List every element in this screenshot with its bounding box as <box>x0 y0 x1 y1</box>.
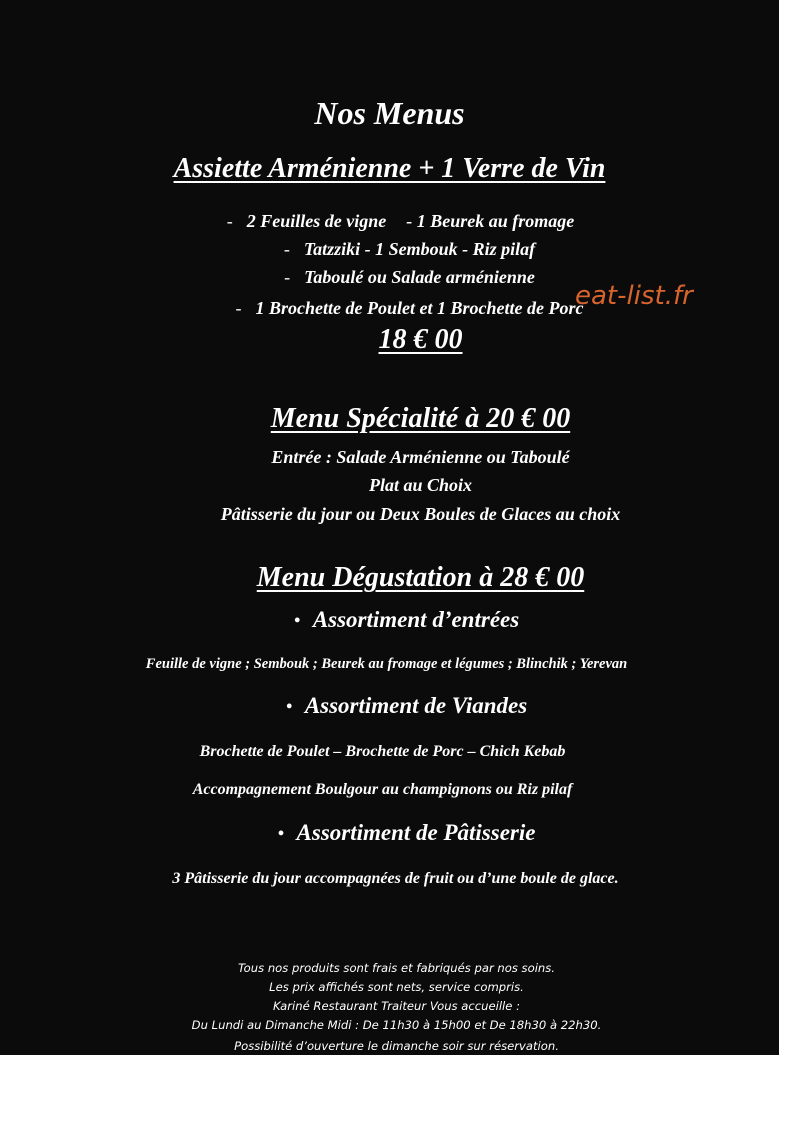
dash: - <box>284 267 291 287</box>
menu1-heading: Assiette Arménienne + 1 Verre de Vin <box>173 153 606 184</box>
bullet: • <box>285 696 293 718</box>
menu3-section2-detail1: Brochette de Poulet – Brochette de Porc – Chich Kebab <box>199 743 566 760</box>
menu2-line1: Entrée : Salade Arménienne ou Taboulé <box>271 447 570 467</box>
dash: - <box>226 211 233 231</box>
dash: - <box>283 239 290 259</box>
menu3-section1 <box>0 607 779 633</box>
menu3-section3-title: Assortiment de Pâtisserie <box>296 820 536 845</box>
menu1-line1 <box>0 211 779 232</box>
bullet: • <box>277 823 285 845</box>
menu2-line2: Plat au Choix <box>368 475 473 495</box>
menu3-section3-detail: 3 Pâtisserie du jour accompagnées de fruit ou d’une boule de glace. <box>172 870 619 887</box>
menu1-line1b: - 1 Beurek au fromage <box>406 211 575 231</box>
menu3-heading: Menu Dégustation à 28 € 00 <box>256 562 585 593</box>
footer-line2: Les prix affichés sont nets, service compris. <box>269 980 524 994</box>
menu1-line2 <box>0 239 779 260</box>
footer-line1: Tous nos produits sont frais et fabriqués par nos soins. <box>238 961 555 975</box>
menu3-section1-title: Assortiment d’entrées <box>312 607 520 632</box>
page-title: Nos Menus <box>314 95 465 131</box>
menu3-section1-detail: Feuille de vigne ; Sembouk ; Beurek au fromage et légumes ; Blinchik ; Yerevan <box>145 656 628 672</box>
menu1-line4-text: 1 Brochette de Poulet et 1 Brochette de Porc <box>255 298 584 318</box>
dash: - <box>235 298 242 318</box>
menu3-section2 <box>0 693 779 719</box>
bullet: • <box>293 610 301 632</box>
footer-line5: Possibilité d’ouverture le dimanche soir sur réservation. <box>234 1039 559 1053</box>
menu2-line3: Pâtisserie du jour ou Deux Boules de Glaces au choix <box>220 504 621 524</box>
menu3-section3 <box>0 820 779 846</box>
menu1-line1a: 2 Feuilles de vigne <box>246 211 387 231</box>
menu3-section2-detail2: Accompagnement Boulgour au champignons ou Riz pilaf <box>192 781 573 798</box>
menu2-heading: Menu Spécialité à 20 € 00 <box>270 403 571 434</box>
menu1-line3-text: Taboulé ou Salade arménienne <box>304 267 535 287</box>
footer-line3: Kariné Restaurant Traiteur Vous accueille : <box>272 999 521 1013</box>
footer-line4: Du Lundi au Dimanche Midi : De 11h30 à 15h00 et De 18h30 à 22h30. <box>191 1018 602 1032</box>
watermark-text: eat-list.fr <box>575 281 693 311</box>
menu3-section2-title: Assortiment de Viandes <box>304 693 528 718</box>
menu1-line2-text: Tatzziki - 1 Sembouk - Riz pilaf <box>303 239 536 259</box>
menu1-price: 18 € 00 <box>378 324 463 355</box>
